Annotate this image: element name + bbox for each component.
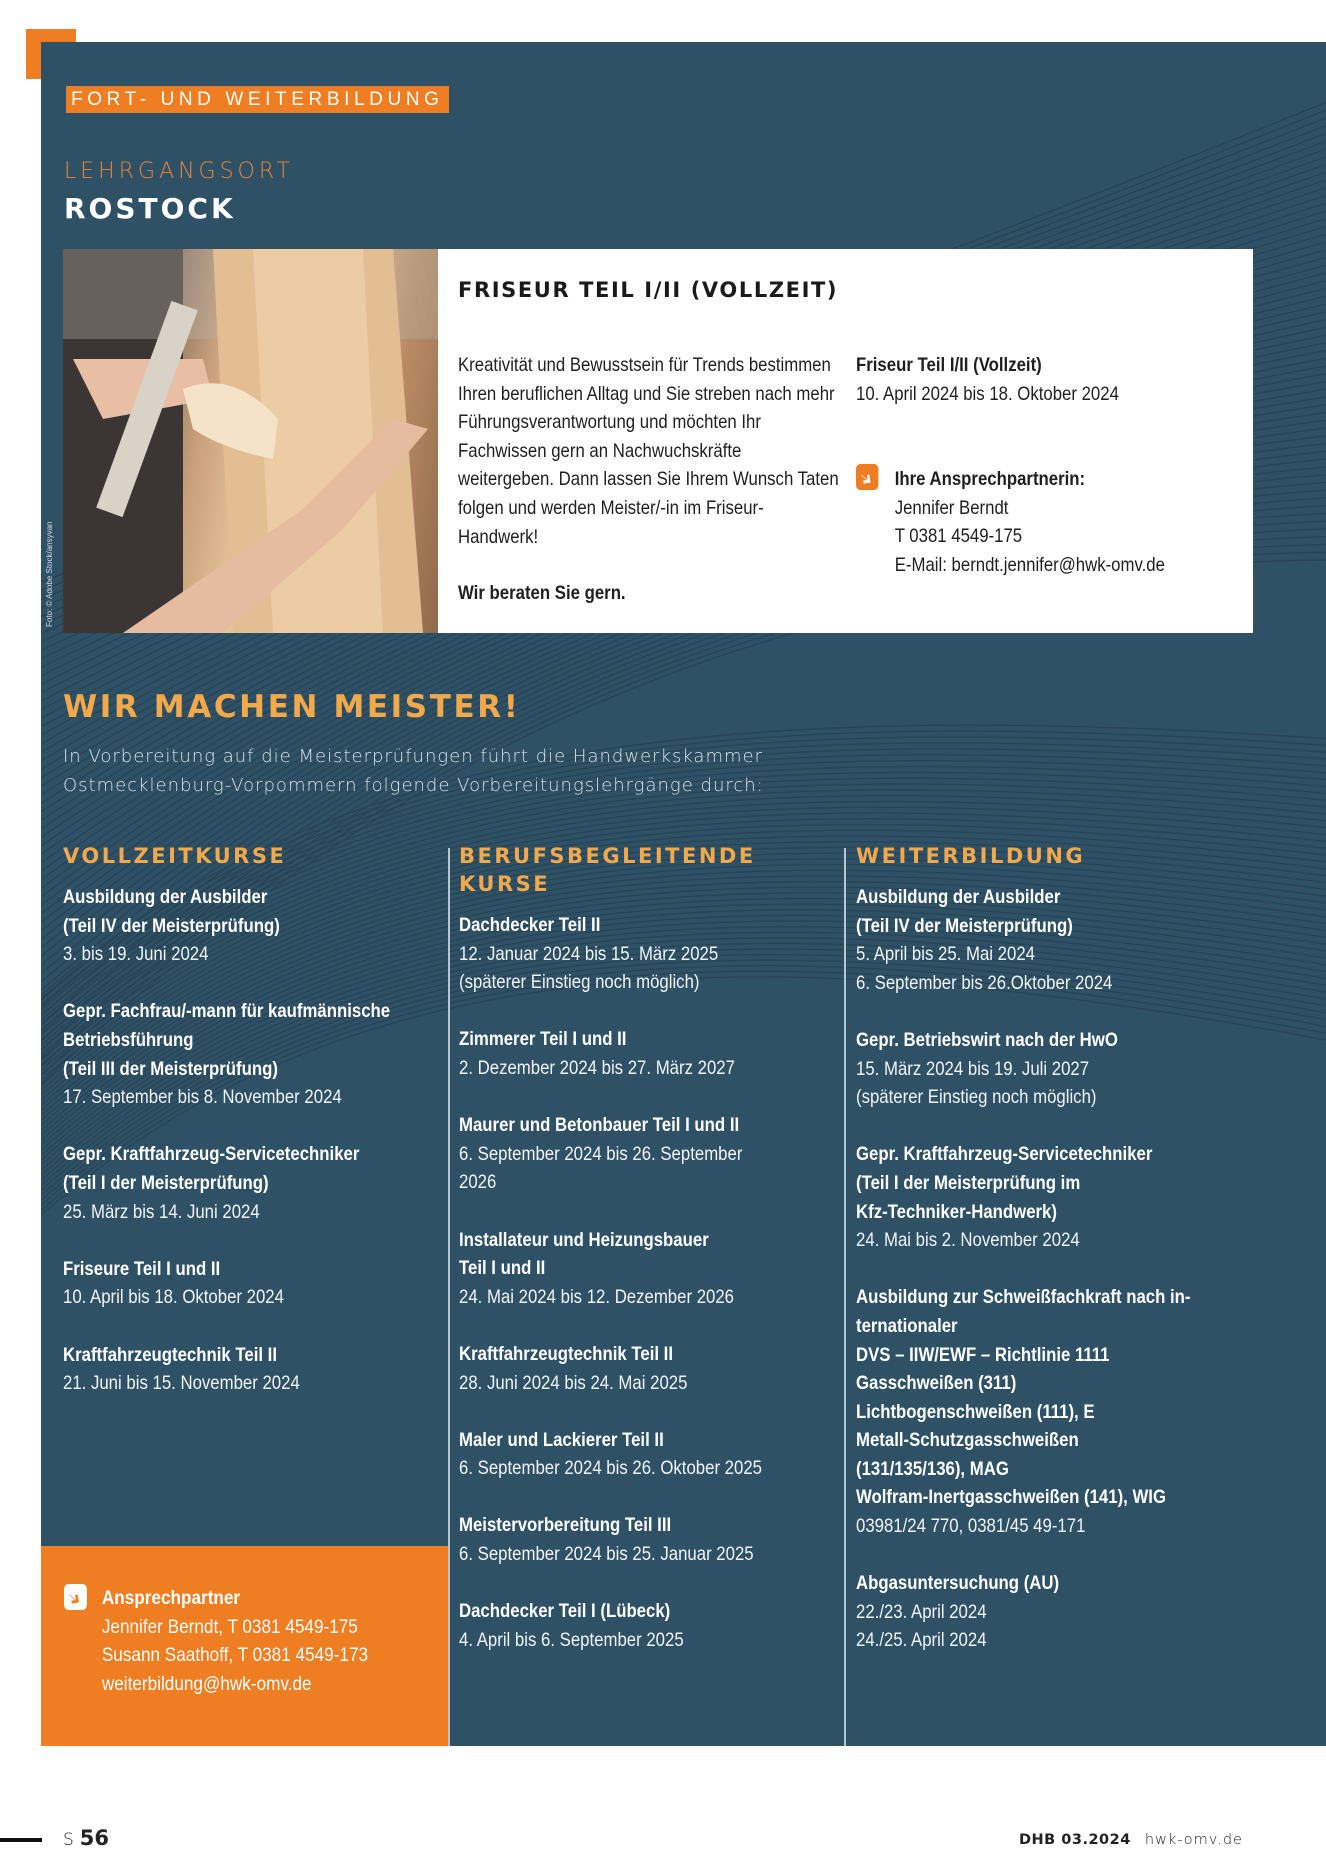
course-date: 24. Mai bis 2. November 2024 <box>856 1229 1080 1252</box>
course-item <box>63 1341 447 1398</box>
course-date: 10. April bis 18. Oktober 2024 <box>63 1286 284 1309</box>
course-title: Dachdecker Teil I (Lübeck) <box>459 1600 671 1623</box>
feature-details <box>856 351 1217 580</box>
feature-contact-email[interactable]: E-Mail: berndt.jennifer@hwk-omv.de <box>894 553 1165 576</box>
course-date: (späterer Einstieg noch möglich) <box>856 1086 1097 1109</box>
course-date: 3. bis 19. Juni 2024 <box>63 943 209 966</box>
course-item <box>856 883 1295 997</box>
course-date: 4. April bis 6. September 2025 <box>459 1628 684 1651</box>
course-item <box>459 1511 843 1568</box>
course-title: Meistervorbereitung Teil III <box>459 1514 672 1537</box>
column-heading: BERUFSBEGLEITENDE KURSE <box>459 844 756 896</box>
intro-line-2: Ostmecklenburg-Vorpommern folgende Vorbereitungslehrgänge durch: <box>63 775 764 796</box>
course-date: 6. September 2024 bis 25. Januar 2025 <box>459 1543 754 1566</box>
course-item <box>856 1569 1295 1655</box>
course-list <box>459 911 843 1654</box>
course-title: Gepr. Kraftfahrzeug-Servicetechniker <box>856 1143 1153 1166</box>
course-title: Gepr. Betriebswirt nach der HwO <box>856 1028 1118 1051</box>
course-date: 6. September 2024 bis 26. September <box>459 1142 743 1165</box>
course-item <box>459 1111 843 1197</box>
photo-credit: Foto: © Adobe Stock/ansyvan <box>45 521 54 627</box>
course-item <box>856 1283 1295 1540</box>
feature-course-name: Friseur Teil I/II (Vollzeit) <box>856 354 1042 376</box>
contact-box-label: Ansprechpartner <box>101 1587 241 1609</box>
arrow-down-right-icon <box>64 1584 87 1610</box>
feature-cta: Wir beraten Sie gern. <box>458 582 626 605</box>
course-date: 17. September bis 8. November 2024 <box>63 1086 342 1109</box>
course-title: (Teil IV der Meisterprüfung) <box>63 914 280 937</box>
course-list <box>63 883 447 1398</box>
course-date: 25. März bis 14. Juni 2024 <box>63 1200 260 1223</box>
course-date: 2. Dezember 2024 bis 27. März 2027 <box>459 1056 735 1079</box>
course-date: (späterer Einstieg noch möglich) <box>459 971 700 994</box>
course-title: Zimmerer Teil I und II <box>459 1028 627 1051</box>
course-date: 22./23. April 2024 <box>856 1600 987 1623</box>
feature-contact-label: Ihre Ansprechpartnerin: <box>894 468 1086 491</box>
course-date: 5. April bis 25. Mai 2024 <box>856 943 1035 966</box>
section-tag: FORT- UND WEITERBILDUNG <box>66 86 449 113</box>
column-vollzeitkurse <box>63 842 448 1426</box>
course-title: Lichtbogenschweißen (111), E <box>856 1400 1095 1423</box>
course-title: Ausbildung der Ausbilder <box>63 886 268 908</box>
course-title: Maurer und Betonbauer Teil I und II <box>459 1114 740 1137</box>
course-date: 2026 <box>459 1171 497 1194</box>
course-title: Betriebsführung <box>63 1028 194 1051</box>
course-title: Kfz-Techniker-Handwerk) <box>856 1200 1057 1223</box>
course-item <box>459 1340 843 1397</box>
issue-label: DHB 03.2024 <box>1019 1832 1131 1848</box>
course-item <box>459 911 843 997</box>
website-link[interactable]: hwk-omv.de <box>1144 1832 1243 1848</box>
course-item <box>63 1255 447 1312</box>
hairdresser-photo <box>63 249 438 633</box>
course-date: 6. September bis 26.Oktober 2024 <box>856 971 1113 994</box>
course-title: (Teil IV der Meisterprüfung) <box>856 914 1073 937</box>
course-date: 6. September 2024 bis 26. Oktober 2025 <box>459 1457 763 1480</box>
course-date: 03981/24 770, 0381/45 49-171 <box>856 1515 1086 1538</box>
feature-description-block <box>458 351 843 608</box>
course-date: 21. Juni bis 15. November 2024 <box>63 1372 300 1395</box>
footer-info <box>1019 1832 1243 1848</box>
feature-infobox <box>438 249 1253 633</box>
content-panel <box>41 42 1326 1746</box>
column-divider <box>448 848 450 1746</box>
course-item <box>63 997 447 1111</box>
course-title: Installateur und Heizungsbauer <box>459 1228 709 1251</box>
course-title: Teil I und II <box>459 1257 546 1280</box>
course-title: Gepr. Kraftfahrzeug-Servicetechniker <box>63 1143 360 1166</box>
feature-contact <box>856 465 1217 579</box>
main-heading: WIR MACHEN MEISTER! <box>63 689 521 725</box>
location-label: LEHRGANGSORT <box>64 159 294 184</box>
contact-person-2[interactable]: Susann Saathoff, T 0381 4549-173 <box>101 1644 369 1667</box>
course-item <box>63 1140 447 1226</box>
course-title: Gasschweißen (311) <box>856 1372 1017 1395</box>
page-number-value: 56 <box>79 1826 110 1850</box>
column-divider <box>844 848 846 1746</box>
course-date: 28. Juni 2024 bis 24. Mai 2025 <box>459 1371 688 1394</box>
course-title: Abgasuntersuchung (AU) <box>856 1572 1060 1595</box>
course-title: Kraftfahrzeugtechnik Teil II <box>459 1342 674 1365</box>
column-heading: WEITERBILDUNG <box>856 844 1086 868</box>
course-title: Kraftfahrzeugtechnik Teil II <box>63 1343 278 1366</box>
course-date: 12. Januar 2024 bis 15. März 2025 <box>459 942 719 965</box>
feature-contact-phone[interactable]: T 0381 4549-175 <box>894 525 1023 548</box>
column-weiterbildung <box>856 842 1296 1684</box>
arrow-down-right-icon <box>856 464 878 490</box>
course-title: ternationaler <box>856 1314 958 1337</box>
contact-email[interactable]: weiterbildung@hwk-omv.de <box>101 1672 312 1695</box>
contact-box-content <box>64 1584 416 1698</box>
column-berufsbegleitende-kurse <box>459 842 844 1683</box>
course-list <box>856 883 1295 1655</box>
feature-title: FRISEUR TEIL I/II (VOLLZEIT) <box>458 278 839 302</box>
feature-description: Kreativität und Bewusstsein für Trends bestimmen Ihren beruflichen Alltag und Sie streben nach mehr Führungsverantwortung und möchten Ihr Fachwissen gern an Nachwuchskräfte weitergeben. Dann lassen Sie Ihrem Wunsch Taten folgen und werden Meister/-in im Friseur-Handwerk! <box>458 354 839 548</box>
feature-course-dates: 10. April 2024 bis 18. Oktober 2024 <box>856 382 1119 405</box>
course-title: Maler und Lackierer Teil II <box>459 1428 664 1451</box>
footer-rule <box>0 1838 42 1842</box>
course-item <box>856 1140 1295 1254</box>
course-item <box>856 1026 1295 1112</box>
location-title: ROSTOCK <box>64 192 236 225</box>
course-title: (Teil III der Meisterprüfung) <box>63 1057 278 1080</box>
course-title: Wolfram-Inertgasschweißen (141), WIG <box>856 1486 1167 1509</box>
course-title: (131/135/136), MAG <box>856 1457 1009 1480</box>
course-item <box>459 1597 843 1654</box>
course-title: Metall-Schutzgasschweißen <box>856 1429 1079 1452</box>
course-item <box>459 1025 843 1082</box>
course-item <box>459 1426 843 1483</box>
course-item <box>63 883 447 969</box>
course-title: (Teil I der Meisterprüfung) <box>63 1171 269 1194</box>
course-title: Dachdecker Teil II <box>459 914 601 936</box>
course-title: (Teil I der Meisterprüfung im <box>856 1171 1081 1194</box>
course-title: Friseure Teil I und II <box>63 1257 221 1280</box>
course-title: DVS – IIW/EWF – Richtlinie 1111 <box>856 1343 1110 1366</box>
contact-box <box>41 1546 448 1746</box>
page-prefix: S <box>63 1830 74 1850</box>
feature-contact-name: Jennifer Berndt <box>894 496 1009 519</box>
intro-text <box>63 742 764 800</box>
course-date: 24./25. April 2024 <box>856 1629 987 1652</box>
course-title: Ausbildung der Ausbilder <box>856 886 1061 908</box>
column-heading: VOLLZEITKURSE <box>63 844 287 868</box>
course-item <box>459 1226 843 1312</box>
course-title: Ausbildung zur Schweißfachkraft nach in- <box>856 1286 1191 1309</box>
intro-line-1: In Vorbereitung auf die Meisterprüfungen führt die Handwerkskammer <box>63 746 764 767</box>
course-title: Gepr. Fachfrau/-mann für kaufmännische <box>63 1000 391 1023</box>
course-date: 15. März 2024 bis 19. Juli 2027 <box>856 1057 1090 1080</box>
course-date: 24. Mai 2024 bis 12. Dezember 2026 <box>459 1285 735 1308</box>
page-number <box>63 1826 109 1850</box>
contact-person-1[interactable]: Jennifer Berndt, T 0381 4549-175 <box>101 1615 358 1638</box>
